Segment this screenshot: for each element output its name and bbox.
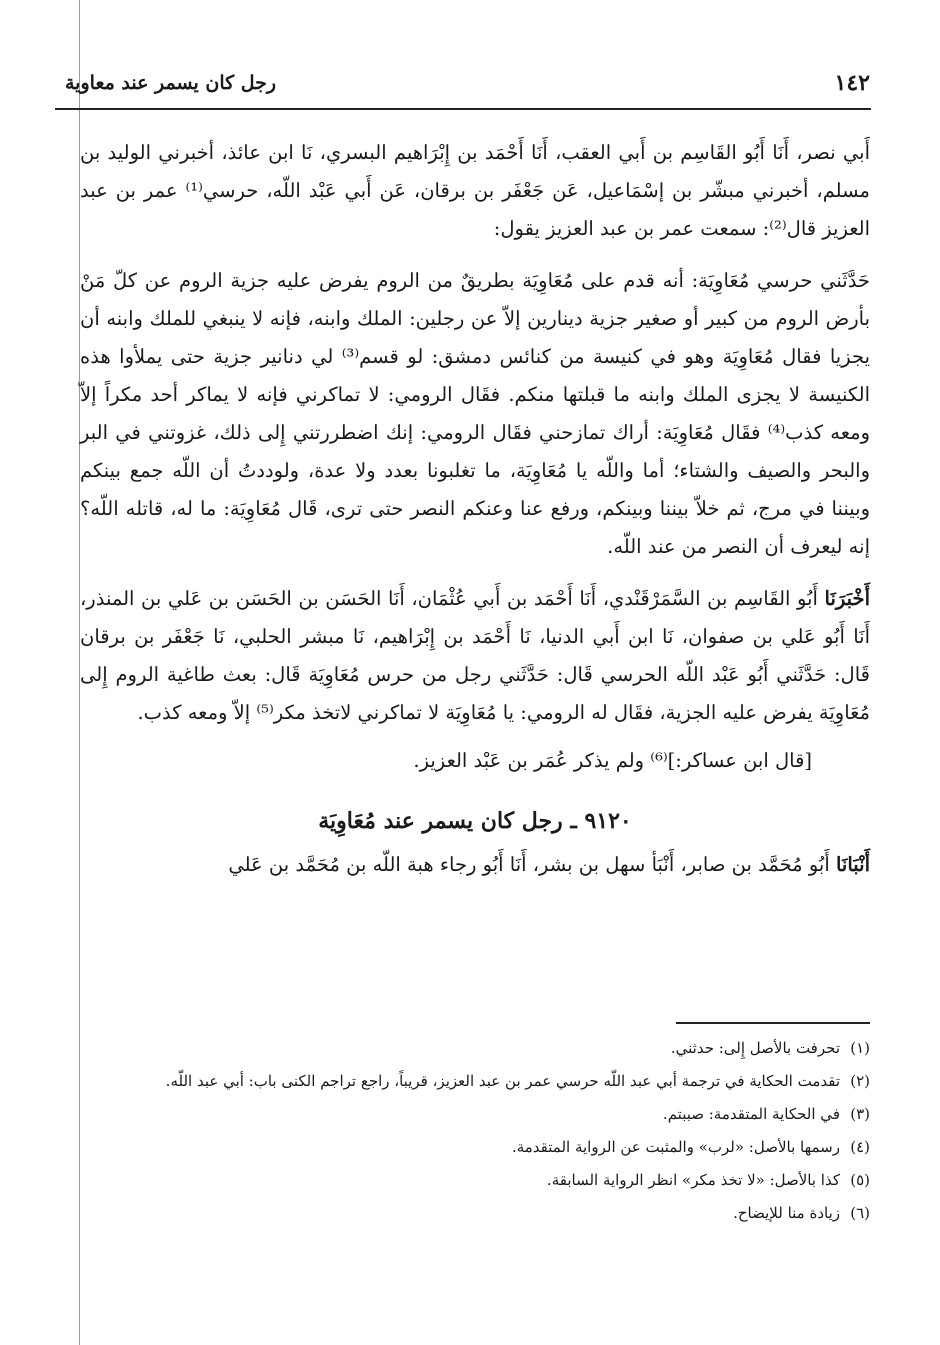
paragraph-3-body: أَبُو القَاسِم بن السَّمَرْقَنْدي، أَنَا أَحْمَد بن أَبي عُثْمَان، أَنَا الحَسَن بن الحَسَن بن عَلي بن المنذر، أَنَا أَبُو عَلي بن صفوان، نَا ابن أَبي الدنيا، نَا أَحْمَد بن إِبْرَاهيم، نَا مبشر الحلبي، نَا جَعْفَر بن برقان قَال: حَدَّثَني أَبُو عَبْد اللّه الحرسي قَال: حَدَّثَني رجل من حرس مُعَاوِيَة قَال: بعث طاغية الروم إِلى مُعَاوِيَة يفرض عليه الجزية، فقَال له الرومي: يا مُعَاوِيَة لا تماكرني لاتخذ مكر⁽⁵⁾ إلاّ ومعه كذب.: [80, 587, 870, 724]
footnote-number: (٢): [850, 1072, 870, 1090]
running-title: رجل كان يسمر عند معاوية: [65, 72, 277, 94]
footnote-text: تحرفت بالأصل إِلى: حدثني.: [670, 1039, 840, 1057]
footnote: [80, 1035, 870, 1062]
footnote: [80, 1167, 870, 1194]
footnote-number: (٤): [850, 1138, 870, 1156]
paragraph-4-lead: أَنْبَانَا: [835, 853, 870, 876]
footnote-text: زيادة منا للإيضاح.: [733, 1204, 840, 1222]
paragraph-3: [80, 580, 870, 732]
footnote-number: (٥): [850, 1171, 870, 1189]
footnote-text: رسمها بالأصل: «لرب» والمثبت عن الرواية المتقدمة.: [511, 1138, 840, 1156]
paragraph-3-lead: أَخْبَرَنَا: [824, 587, 870, 610]
footnote: [80, 1200, 870, 1227]
header-rule: [55, 108, 871, 110]
footnote-text: كذا بالأصل: «لا تخذ مكر» انظر الرواية السابقة.: [546, 1171, 840, 1189]
section-heading: ٩١٢٠ ـ رجل كان يسمر عند مُعَاوِيَة: [318, 808, 632, 834]
page-header: [65, 66, 870, 104]
paragraph-1: أَبي نصر، أَنَا أَبُو القَاسِم بن أَبي العقب، أَنَا أَحْمَد بن إِبْرَاهيم البسري، نَا ابن عائذ، أخبرني الوليد بن مسلم، أخبرني مبشّر بن إسْمَاعيل، عَن جَعْفَر بن برقان، عَن أَبي عَبْد اللّه، حرسي⁽¹⁾ عمر بن عبد العزيز قال⁽²⁾: سمعت عمر بن عبد العزيز يقول:: [80, 141, 870, 240]
paragraph-4-body: أَبُو مُحَمَّد بن صابر، أَنْبَأ سهل بن بشر، أَنَا أَبُو رجاء هبة اللّه بن مُحَمَّد بن عَلي: [228, 853, 830, 876]
footnote: [80, 1101, 870, 1128]
footnote-number: (٦): [850, 1204, 870, 1222]
footnote-text: في الحكاية المتقدمة: صببتم.: [662, 1105, 840, 1123]
footnote: [80, 1068, 870, 1095]
paragraph-2: حَدَّثَني حرسي مُعَاوِيَة: أنه قدم على مُعَاوِيَة بطريقٌ من الروم يفرض عليه جزية الروم عن كلّ مَنْ بأرض الروم من كبير أو صغير جزية دينارين إلاّ عن رجلين: الملك وابنه، فإنه لا ينبغي للملك وابنه أن يجزيا فقال مُعَاوِيَة وهو في كنيسة من كنائس دمشق: لو قسم⁽³⁾ لي دنانير جزية حتى يملأوا هذه الكنيسة لا يجزى الملك وابنه ما قبلتها منكم. فقَال الرومي: لا تماكرني فإنه لا يماكر أحد مكراً إلاّ ومعه كذب⁽⁴⁾ فقَال مُعَاوِيَة: أراك تمازحني فقَال الرومي: إنك اضطررتني إِلى ذلك، غزوتني في البر والبحر والصيف والشتاء؛ أما واللّه يا مُعَاوِيَة، ما تغلبونا بعدد ولا عدة، ولوددتُ أن اللّه جمع بينكم وبيننا في مرج، ثم خلاّ بيننا وبينكم، ورفع عنا وعنكم النصر حتى ترى، قَال مُعَاوِيَة: ما له، قاتله اللّه؟ إنه ليعرف أن النصر من عند اللّه.: [80, 269, 871, 558]
footnote-number: (١): [850, 1039, 870, 1057]
footnote-text: تقدمت الحكاية في ترجمة أبي عبد اللّه حرسي عمر بن عبد العزيز، قريباً، راجع تراجم الكنى باب: أبي عبد اللّه.: [165, 1072, 840, 1090]
footnote: [80, 1134, 870, 1161]
page-number: ١٤٢: [834, 70, 870, 96]
paragraph-4: [80, 846, 870, 884]
footnotes: [80, 1035, 870, 1233]
editor-note: [قال ابن عساكر:]⁽⁶⁾ ولم يذكر عُمَر بن عَبْد العزيز.: [413, 749, 812, 772]
main-text: [80, 134, 870, 884]
footnote-rule: [676, 1022, 870, 1024]
footnote-number: (٣): [850, 1105, 870, 1123]
